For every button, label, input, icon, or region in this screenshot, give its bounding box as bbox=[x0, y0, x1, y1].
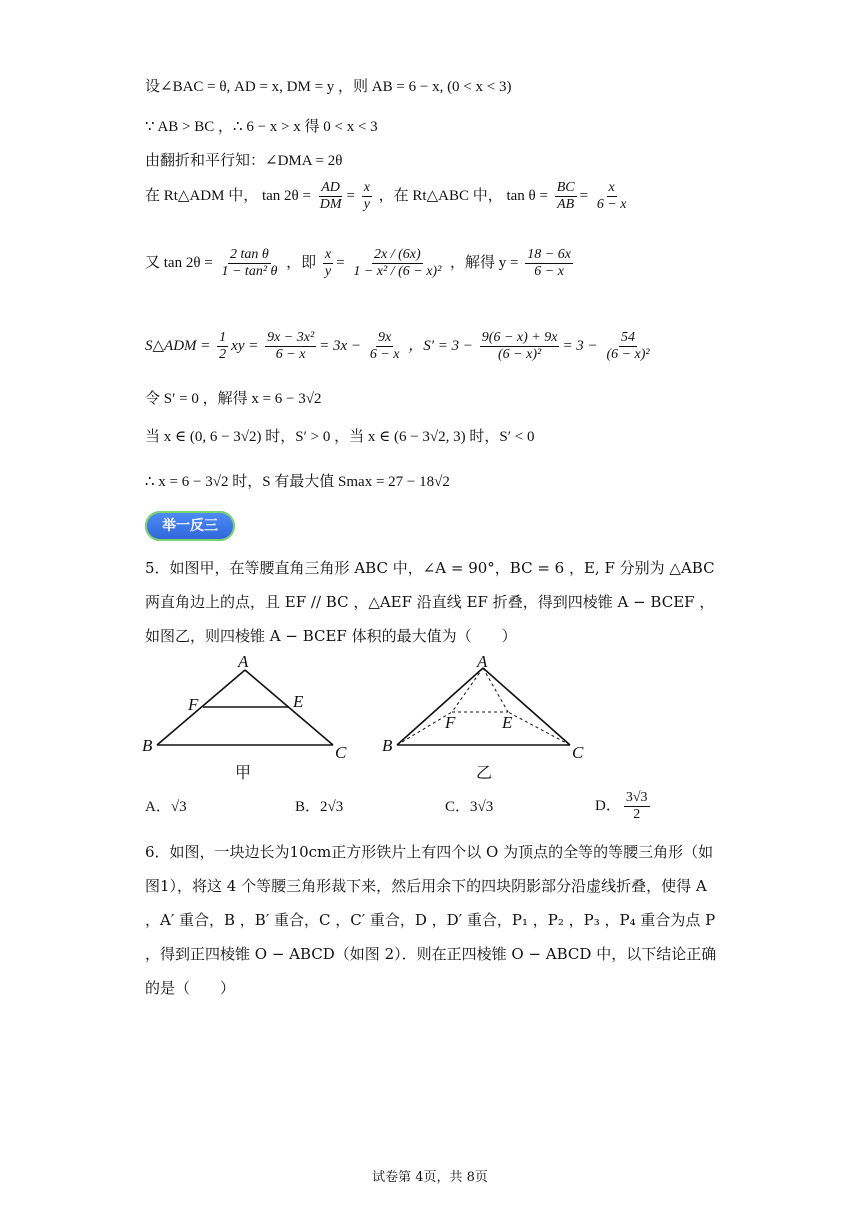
solution-line-7: 令 S′ = 0 ，解得 x = 6 − 3√2 bbox=[145, 391, 322, 407]
text-solve-y: ，解得 y = bbox=[450, 254, 519, 271]
text-3-minus: = 3 − bbox=[562, 337, 598, 354]
solution-line-1: 设∠BAC = θ, AD = x, DM = y ，则 AB = 6 − x, (0 < x < 3) bbox=[145, 79, 512, 95]
text-area-adm: S△ADM = bbox=[145, 337, 211, 354]
fraction-9x: $\frac{9x}{6 - x}$ bbox=[369, 330, 400, 362]
page-footer: 试卷第 4页，共 8页 bbox=[372, 1170, 488, 1185]
label-right-b: B bbox=[382, 736, 393, 755]
text-tantheta: tan θ = bbox=[506, 187, 548, 204]
fraction-area: $\frac{\text{9x − 3x²}}{6 - x}$ bbox=[267, 330, 315, 362]
solution-line-4: 在 Rt△ADM 中， tan 2θ = $\frac{AD}{DM}$ = $\frac{x}{y}$ ，在 Rt△ABC 中， tan θ = $\frac{BC}{AB}$ = $\frac{x}{6 - x}$ bbox=[145, 180, 627, 212]
label-left-e: E bbox=[293, 692, 304, 711]
fraction-compound: $\frac{2x / (6x)}{\text{1 − x² / (6 − x)²}}$ bbox=[353, 247, 442, 279]
option-c[interactable]: C．3√3 bbox=[445, 799, 494, 815]
fraction-bc-ab: $\frac{BC}{AB}$ bbox=[556, 180, 575, 212]
figure-left-triangle bbox=[142, 652, 347, 782]
label-left-a: A bbox=[238, 652, 249, 671]
fraction-x-6-x: $\frac{x}{6 - x}$ bbox=[596, 180, 627, 212]
question-6: 6．如图，一块边长为10cm正方形铁片上有四个以 O 为顶点的全等的等腰三角形（如图1），将这 4 个等腰三角形裁下来，然后用余下的四块阴影部分沿虚线折叠，使得 A ，A′ 重合，B ，B′ 重合，C ，C′ 重合，D ，D′ 重合，P₁ ，P₂ ，P₃ ，P₄ 重合为点 P ，得到正四棱锥 O − ABCD（如图 2）．则在正四棱锥 O − ABCD 中，以下结论正确的是（ ） bbox=[145, 843, 717, 997]
text-tan2theta: tan 2θ = bbox=[261, 187, 311, 204]
solution-line-2: ∵ AB > BC ，∴ 6 − x > x 得 0 < x < 3 bbox=[145, 119, 378, 135]
fraction-y-result: $\frac{18 - 6x}{6 - x}$ bbox=[527, 247, 571, 279]
text-3x-minus: = 3x − bbox=[319, 337, 362, 354]
option-d[interactable]: D． $\frac{3√3}{2}$ bbox=[595, 790, 648, 822]
label-right-e: E bbox=[502, 713, 513, 732]
text-namely: ，即 bbox=[286, 254, 317, 271]
solution-line-8: 当 x ∈ (0, 6 − 3√2) 时，S′ > 0 ，当 x ∈ (6 − 3√2, 3) 时，S′ < 0 bbox=[145, 429, 535, 445]
fraction-double-angle: $\frac{\text{2 tan θ}}{\text{1 − tan² θ}}$ bbox=[221, 247, 278, 279]
fraction-ad-dm: $\frac{AD}{DM}$ bbox=[319, 180, 342, 212]
figure-right-pyramid bbox=[382, 652, 584, 782]
caption-left: 甲 bbox=[235, 763, 252, 782]
text-tan2theta-again: 又 tan 2θ = bbox=[145, 254, 213, 271]
label-left-f: F bbox=[188, 695, 199, 714]
solution-line-6 bbox=[145, 330, 655, 363]
option-a[interactable]: A．√3 bbox=[145, 799, 187, 815]
label-right-f: F bbox=[445, 713, 456, 732]
question-5: 5．如图甲，在等腰直角三角形 ABC 中，∠A = 90°，BC = 6 ，E, F 分别为 △ABC 两直角边上的点，且 EF // BC ，△AEF 沿直线 EF 折叠，得到四棱锥 A − BCEF ，如图乙，则四棱锥 A − BCEF 体积的最大值为（ ） bbox=[145, 559, 715, 645]
figure-pyramid bbox=[140, 650, 600, 785]
section-badge: 举一反三 bbox=[145, 511, 235, 541]
text-derivative: ，S′ = 3 − bbox=[408, 337, 474, 354]
label-right-c: C bbox=[572, 743, 584, 762]
fraction-derivative: $\frac{9(6 - x) + 9x}{\text{(6 − x)²}}$ bbox=[481, 330, 558, 362]
text-xy: xy = bbox=[231, 337, 259, 354]
fraction-half: $\frac{1}{2}$ bbox=[219, 330, 227, 362]
label-left-c: C bbox=[335, 743, 347, 762]
fraction-x-y: $\frac{x}{y}$ bbox=[363, 180, 370, 212]
fraction-x-y-2: $\frac{x}{y}$ bbox=[324, 247, 332, 279]
option-b[interactable]: B．2√3 bbox=[295, 799, 344, 815]
fraction-54: $\frac{54}{\text{(6 − x)²}}$ bbox=[606, 330, 650, 362]
label-right-a: A bbox=[477, 652, 488, 671]
label-left-b: B bbox=[142, 736, 153, 755]
solution-line-5: 又 tan 2θ = $\frac{\text{2 tan θ}}{\text{1 − tan² θ}}$ ，即 $\frac{x}{y}$ = $\frac{2x / (6x)}{\text{1 − x² / (6 − x)²}}$ ，解得 y = $\frac{18 - 6x}{6 - x}$ bbox=[145, 247, 571, 279]
text-rt-abc: ，在 Rt△ABC 中， bbox=[378, 187, 503, 204]
text-rt-adm: 在 Rt△ADM 中， bbox=[145, 187, 259, 204]
solution-line-3: 由翻折和平行知：∠DMA = 2θ bbox=[145, 153, 343, 169]
caption-right: 乙 bbox=[476, 763, 493, 782]
solution-line-9: ∴ x = 6 − 3√2 时，S 有最大值 Smax = 27 − 18√2 bbox=[145, 474, 450, 490]
